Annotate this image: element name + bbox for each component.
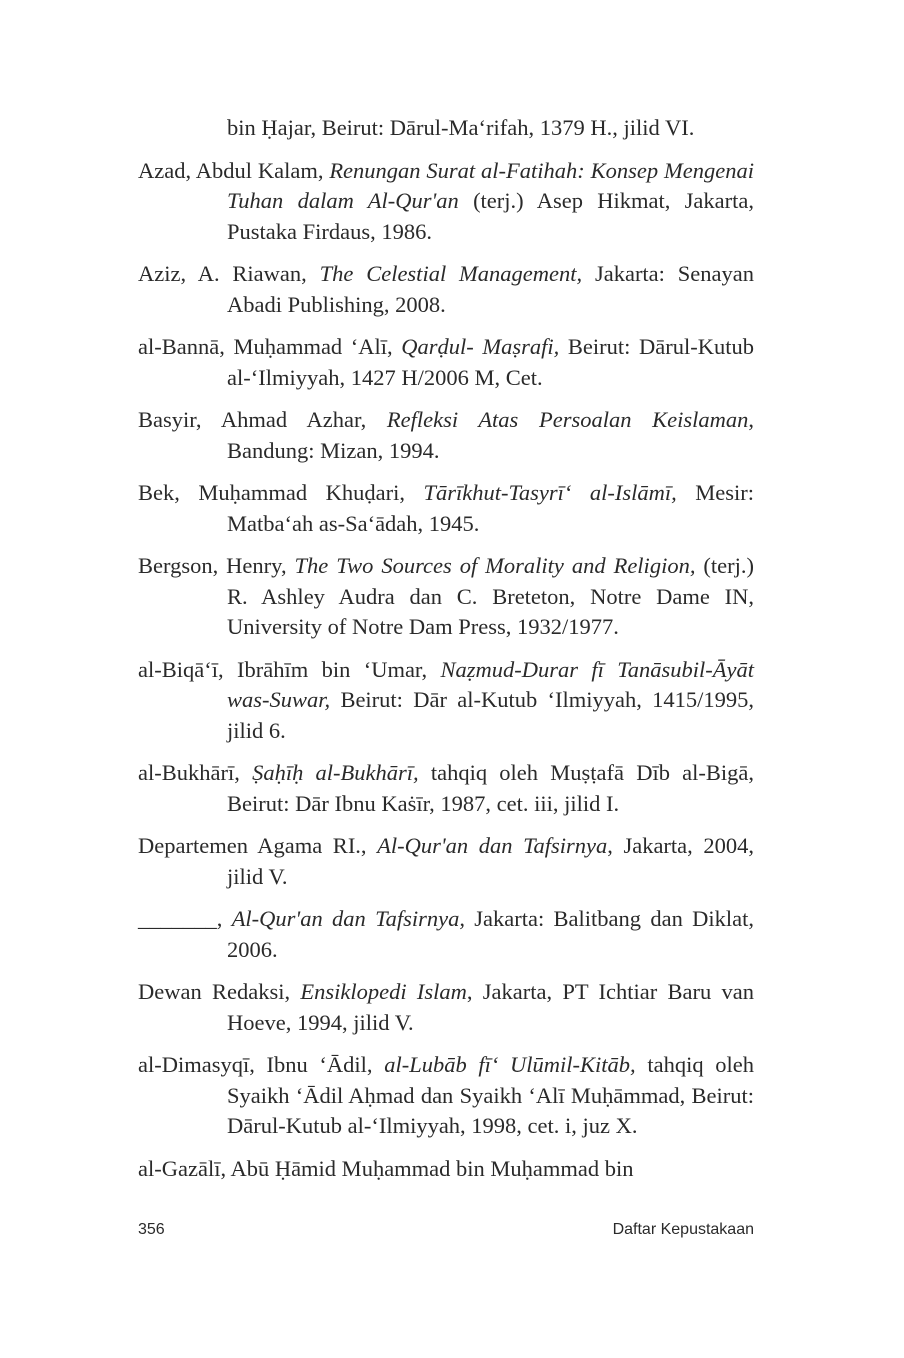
bib-entry: Departemen Agama RI., Al-Qur'an dan Tafsirnya, Jakarta, 2004, jilid V. xyxy=(138,833,754,889)
bib-title: Qarḍul- Maṣrafi, xyxy=(401,334,560,359)
bib-entry: _______, Al-Qur'an dan Tafsirnya, Jakarta: Balitbang dan Diklat, 2006. xyxy=(138,906,754,962)
bib-title: The Two Sources of Morality and Religion, xyxy=(294,553,696,578)
bib-title: The Celestial Management, xyxy=(319,261,583,286)
bib-entry: al-Dimasyqī, Ibnu ‘Ādil, al-Lubāb fī‘ Ulūmil-Kitāb, tahqiq oleh Syaikh ‘Ādil Aḥmad dan Syaikh ‘Alī Muḥāmmad, Beirut: Dārul-Kutub al-‘Ilmiyyah, 1998, cet. i, juz X. xyxy=(138,1052,754,1138)
bib-entry: Bek, Muḥammad Khuḍari, Tārīkhut-Tasyrī‘ al-Islāmī, Mesir: Matba‘ah as-Sa‘ādah, 1945. xyxy=(138,480,754,536)
bib-entry: Bergson, Henry, The Two Sources of Morality and Religion, (terj.) R. Ashley Audra dan C. Breteton, Notre Dame IN, University of Notre Dam Press, 1932/1977. xyxy=(138,553,755,639)
bib-title: Renungan Surat al-Fatihah: Konsep Mengenai Tuhan dalam Al-Qur'an xyxy=(227,157,754,213)
bib-entry: al-Biqā‘ī, Ibrāhīm bin ‘Umar, Naẓmud-Durar fī Tanāsubil-Āyāt was-Suwar, Beirut: Dār al-Kutub ‘Ilmiyyah, 1415/1995, jilid 6. xyxy=(138,656,754,743)
bib-title: Naẓmud-Durar fī Tanāsubil-Āyāt was-Suwar, xyxy=(227,656,754,712)
bib-entry: Azad, Abdul Kalam, Renungan Surat al-Fatihah: Konsep Mengenai Tuhan dalam Al-Qur'an (terj.) Asep Hikmat, Jakarta, Pustaka Firdaus, 1986. xyxy=(138,157,754,244)
bib-entry: al-Bukhārī, Ṣaḥīḥ al-Bukhārī, tahqiq oleh Muṣṭafā Dīb al-Bigā, Beirut: Dār Ibnu Kaṡīr, 1987, cet. iii, jilid I. xyxy=(138,760,755,816)
bib-title: Ṣaḥīḥ al-Bukhārī, xyxy=(252,760,419,785)
bib-title: Ensiklopedi Islam xyxy=(300,979,467,1004)
page-number: 356 xyxy=(138,1221,165,1238)
bib-entry: Basyir, Ahmad Azhar, Refleksi Atas Persoalan Keislaman, Bandung: Mizan, 1994. xyxy=(138,407,754,463)
bib-title: Tārīkhut-Tasyrī‘ al-Islāmī, xyxy=(423,480,677,505)
bib-entry: al-Gazālī, Abū Ḥāmid Muḥammad bin Muḥammad bin xyxy=(138,1155,634,1181)
bib-title: Refleksi Atas Persoalan Keislaman xyxy=(386,407,749,432)
bib-title: al-Lubāb fī‘ Ulūmil-Kitāb, xyxy=(384,1052,636,1077)
bib-entry: Dewan Redaksi, Ensiklopedi Islam, Jakarta, PT Ichtiar Baru van Hoeve, 1994, jilid V. xyxy=(138,979,754,1035)
running-title: Daftar Kepustakaan xyxy=(612,1221,754,1238)
bib-title: Al-Qur'an dan Tafsirnya xyxy=(377,833,608,858)
bib-title: Al-Qur'an dan Tafsirnya, xyxy=(231,906,465,931)
bibliography-list xyxy=(138,113,754,1196)
bib-entry: Aziz, A. Riawan, The Celestial Management, Jakarta: Senayan Abadi Publishing, 2008. xyxy=(138,261,754,317)
bib-entry: al-Bannā, Muḥammad ‘Alī, Qarḍul- Maṣrafi, Beirut: Dārul-Kutub al-‘Ilmiyyah, 1427 H/2006 M, Cet. xyxy=(138,334,754,390)
bib-entry-continuation: bin Ḥajar, Beirut: Dārul-Ma‘rifah, 1379 H., jilid VI. xyxy=(227,115,695,140)
